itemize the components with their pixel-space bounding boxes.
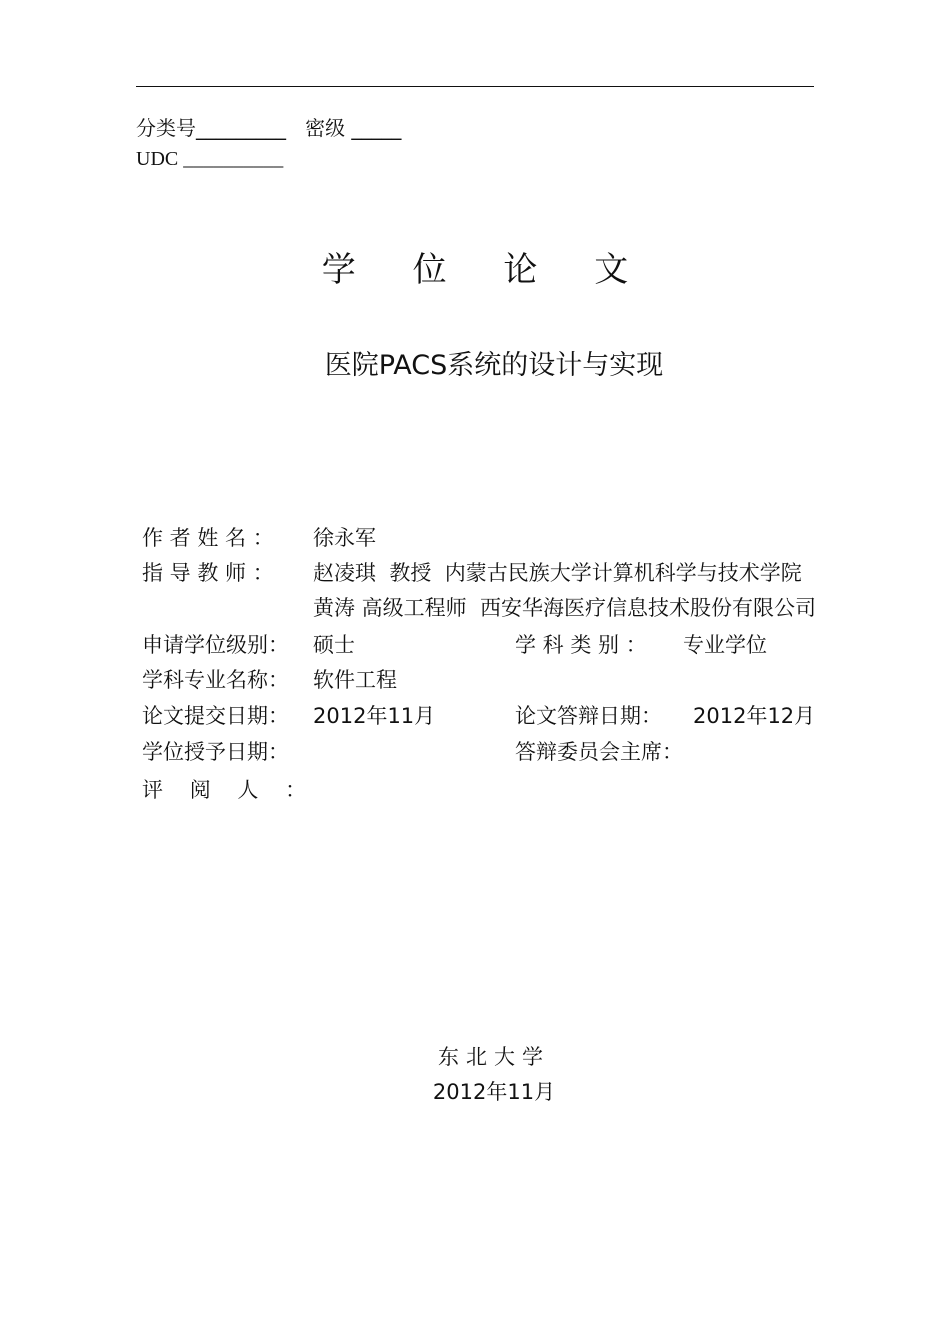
classification-line: 分类号_________ 密级 _____ [136, 116, 402, 140]
major-value: 软件工程 [313, 668, 397, 692]
major-row [0, 664, 950, 698]
discipline-type-value: 专业学位 [683, 633, 767, 657]
major-label: 学科专业名称： [142, 668, 289, 692]
defense-date-value: 2012年12月 [693, 704, 816, 728]
degree-level-row [0, 629, 950, 663]
degree-date-row [0, 736, 950, 770]
advisor-value-line1: 赵凌琪 教授 内蒙古民族大学计算机科学与技术学院 [313, 561, 802, 585]
submission-date-value: 2012年11月 [313, 704, 436, 728]
degree-level-value: 硕士 [313, 633, 355, 657]
advisor-value-line2: 黄涛 高级工程师 西安华海医疗信息技术股份有限公司 [313, 596, 817, 620]
author-value: 徐永军 [313, 526, 376, 550]
advisor-row [0, 557, 950, 591]
committee-chair-label: 答辩委员会主席： [515, 740, 683, 764]
cover-date: 2012年11月 [432, 1080, 556, 1104]
discipline-type-label: 学 科 类 别 ： [515, 633, 647, 657]
author-row [0, 522, 950, 556]
top-rule [136, 86, 814, 87]
udc-line: UDC __________ [136, 148, 284, 170]
dates-row [0, 700, 950, 734]
degree-level-label: 申请学位级别： [142, 633, 289, 657]
author-label: 作 者 姓 名 ： [142, 526, 274, 550]
advisor-row-2 [0, 592, 950, 626]
document-type-heading: 学 位 论 文 [321, 250, 652, 290]
reviewer-row [0, 774, 950, 808]
reviewer-label: 评 阅 人 ： [142, 778, 307, 802]
submission-date-label: 论文提交日期： [142, 704, 289, 728]
defense-date-label: 论文答辩日期： [515, 704, 662, 728]
degree-date-label: 学位授予日期： [142, 740, 289, 764]
university-name: 东北大学 [438, 1045, 550, 1069]
thesis-title: 医院PACS系统的设计与实现 [324, 350, 664, 381]
advisor-label: 指 导 教 师 ： [142, 561, 274, 585]
